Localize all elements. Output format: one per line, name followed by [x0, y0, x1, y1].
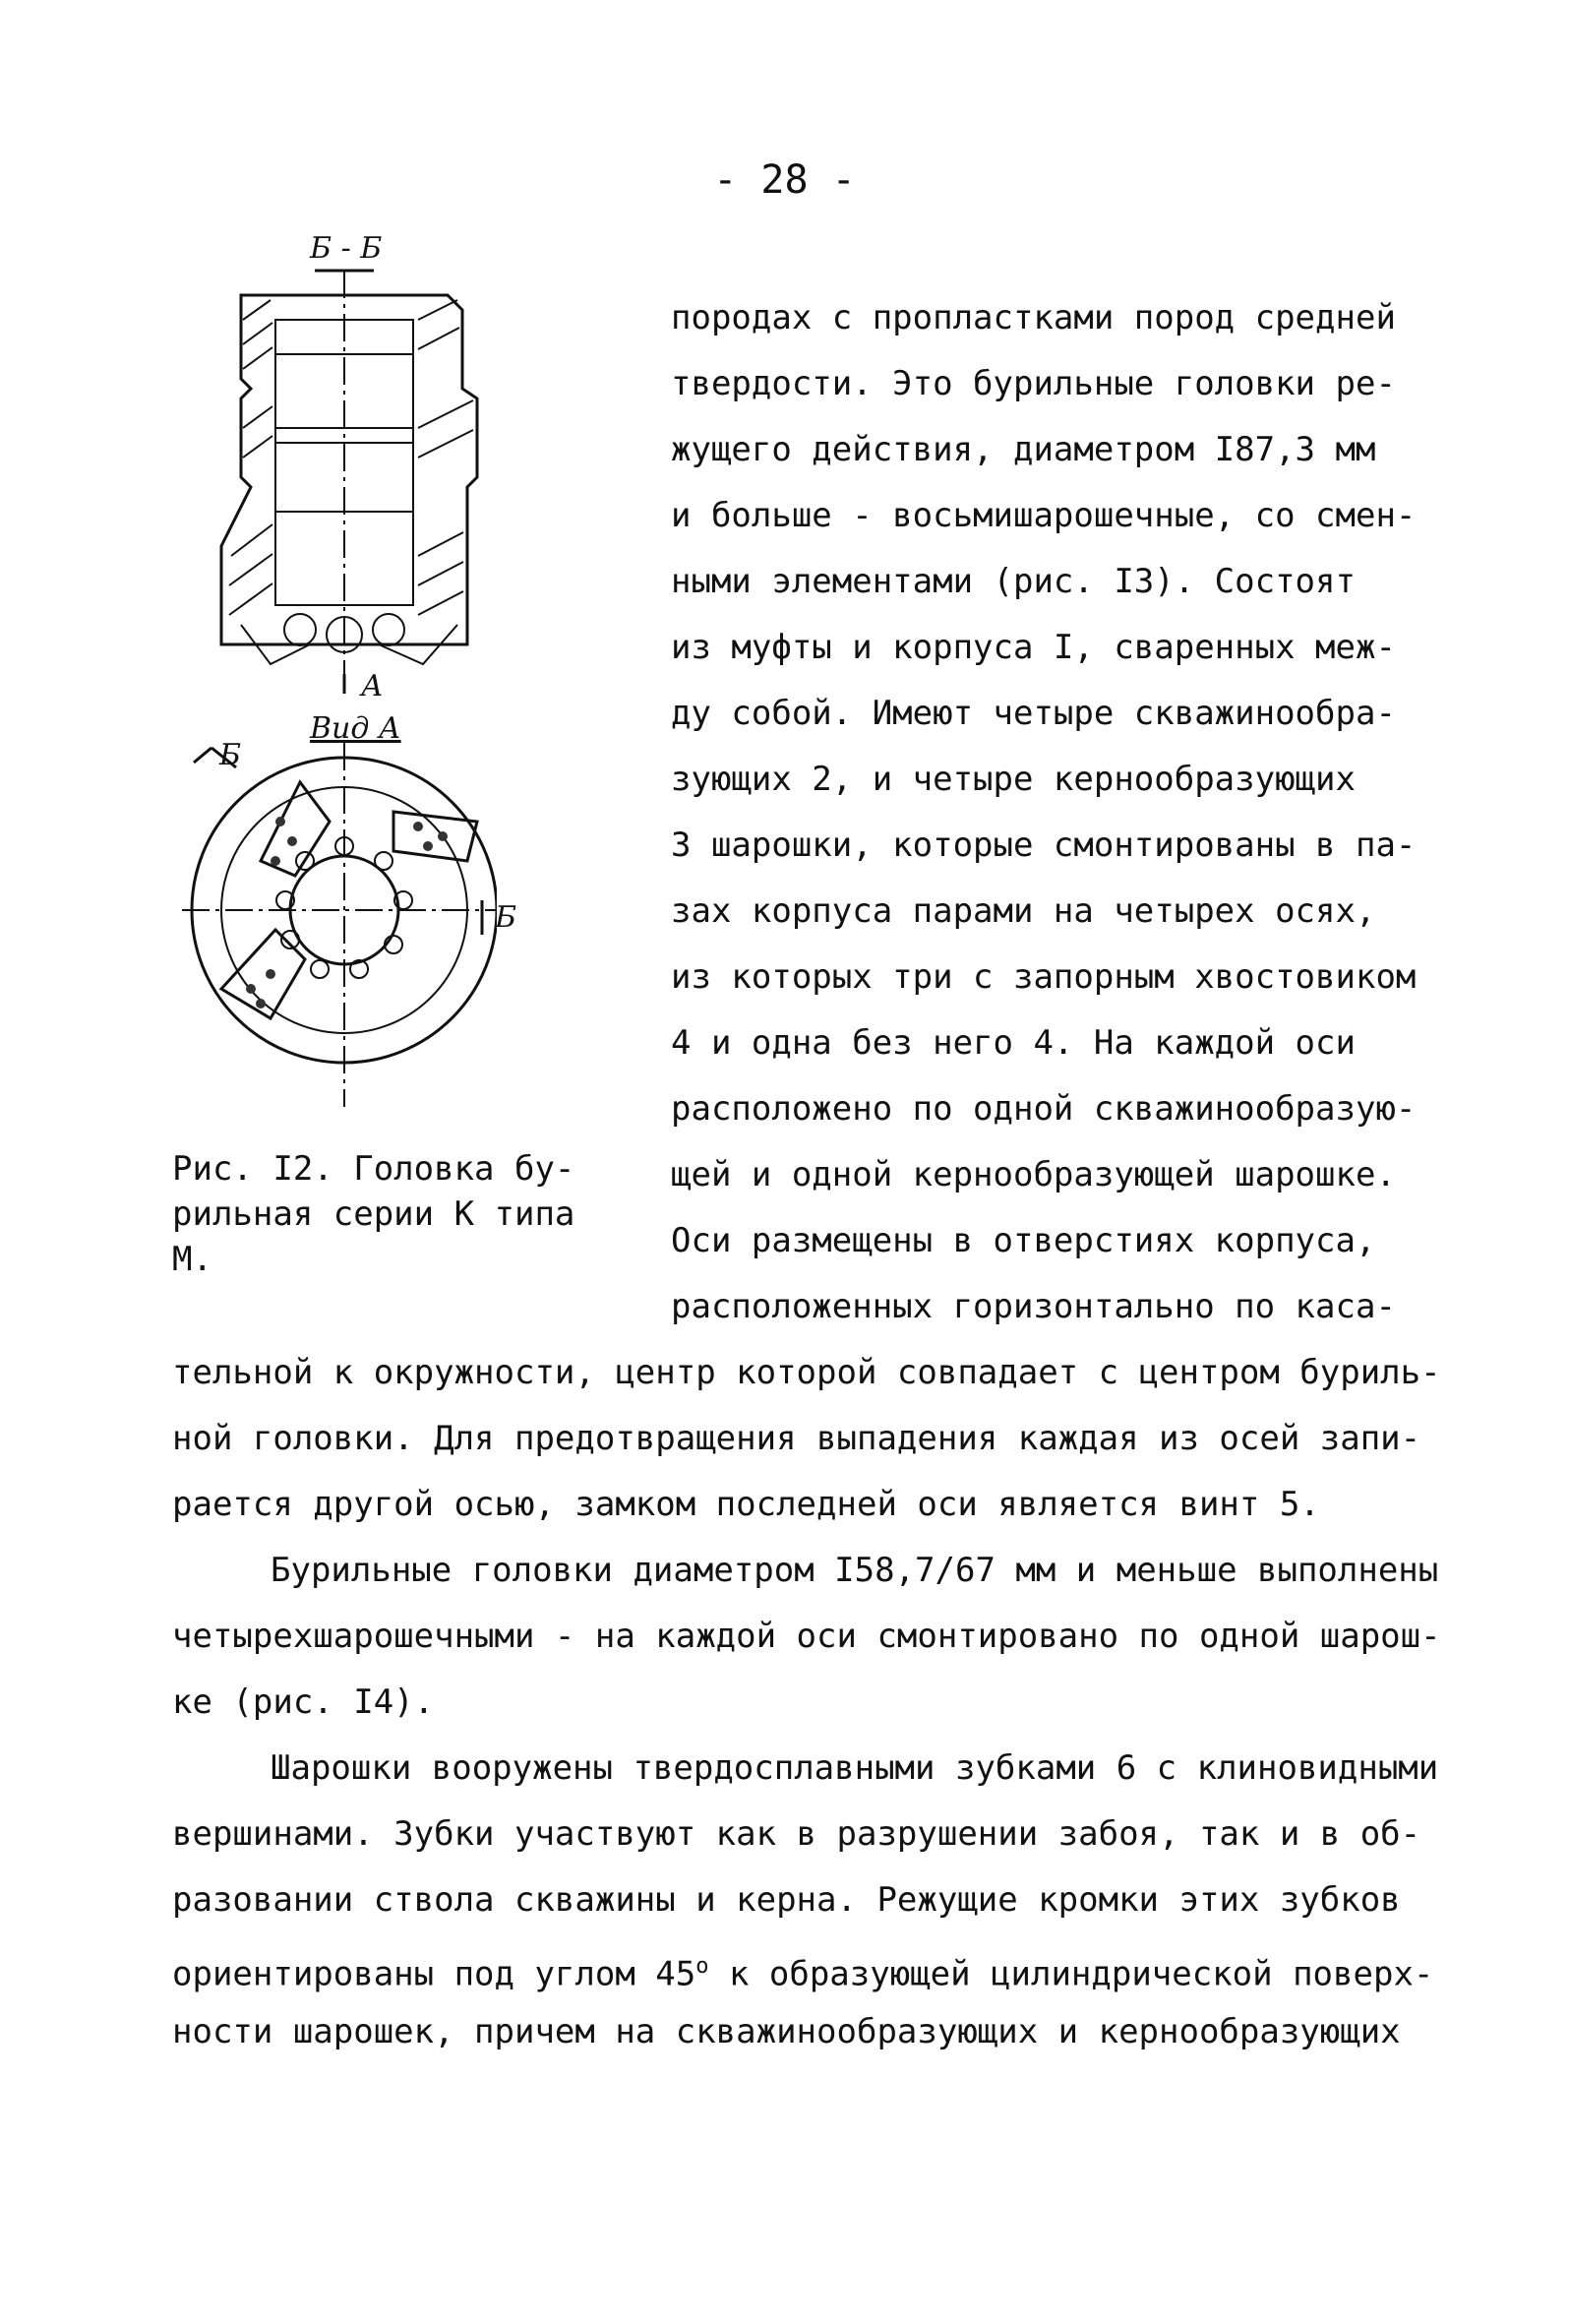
text-line: ке (рис. I4).	[172, 1682, 435, 1722]
text-line: ности шарошек, причем на скважинообразующих и кернообразующих	[172, 2012, 1401, 2051]
text-line: 4 и одна без него 4. На каждой оси	[671, 1023, 1356, 1063]
right-column-text	[671, 285, 1438, 1340]
paragraph-2	[172, 1538, 1451, 1736]
text-line: ду собой. Имеют четыре скважинообра-	[671, 694, 1396, 733]
text-line: ными элементами (рис. I3). Состоят	[671, 562, 1356, 601]
cut-label-right: Б	[495, 900, 517, 935]
text-line: 3 шарошки, которые смонтированы в па-	[671, 826, 1417, 865]
text-fragment: ориентированы под углом 45	[172, 1954, 696, 1994]
text-line: Шарошки вооружены твердосплавными зубками 6 с клиновидными	[271, 1748, 1439, 1788]
text-line: расположенных горизонтально по каса-	[671, 1287, 1396, 1326]
degree-superscript: о	[695, 1954, 709, 1979]
drill-head-figure	[182, 231, 517, 1117]
text-line: разовании ствола скважины и керна. Режущие кромки этих зубков	[172, 1880, 1401, 1920]
text-line: и больше - восьмишарошечные, со смен-	[671, 496, 1417, 535]
text-line	[172, 1933, 1451, 1999]
text-line: твердости. Это бурильные головки ре-	[671, 364, 1396, 403]
cut-label-top: Б	[219, 738, 242, 772]
text-line: из муфты и корпуса I, сваренных меж-	[671, 628, 1396, 667]
text-fragment: к образующей цилиндрической поверх-	[708, 1954, 1434, 1994]
section-drawing	[182, 231, 497, 1117]
caption-line: рильная серии К типа	[172, 1194, 575, 1234]
text-line: расположено по одной скважинообразую-	[671, 1089, 1417, 1129]
text-line: Оси размещены в отверстиях корпуса,	[671, 1221, 1376, 1260]
text-line: породах с пропластками пород средней	[671, 298, 1396, 337]
text-line: Бурильные головки диаметром I58,7/67 мм и меньше выполнены	[271, 1551, 1439, 1590]
text-line: тельной к окружности, центр которой совпадает с центром буриль-	[172, 1353, 1441, 1392]
text-line: вершинами. Зубки участвуют как в разрушении забоя, так и в об-	[172, 1814, 1421, 1854]
paragraph-3	[172, 1736, 1451, 2065]
text-line: из которых три с запорным хвостовиком	[671, 957, 1417, 997]
text-line: зующих 2, и четыре кернообразующих	[671, 760, 1356, 799]
page-number: - 28 -	[713, 157, 856, 203]
view-a-label: Вид А	[310, 711, 401, 746]
text-line: щей и одной кернообразующей шарошке.	[671, 1155, 1396, 1194]
figure-caption	[172, 1146, 605, 1282]
paragraph-continuation	[172, 1340, 1451, 1538]
text-line: зах корпуса парами на четырех осях,	[671, 891, 1376, 931]
text-line: четырехшарошечными - на каждой оси смонтировано по одной шарош-	[172, 1617, 1441, 1656]
text-line: жущего действия, диаметром I87,3 мм	[671, 430, 1376, 469]
caption-line: Рис. I2. Головка бу-	[172, 1149, 575, 1189]
text-line: ной головки. Для предотвращения выпадения каждая из осей запи-	[172, 1419, 1421, 1458]
text-line: рается другой осью, замком последней оси является винт 5.	[172, 1485, 1320, 1524]
caption-line: М.	[172, 1240, 212, 1279]
section-label: Б - Б	[310, 231, 383, 266]
arrow-a-label: А	[361, 669, 384, 703]
